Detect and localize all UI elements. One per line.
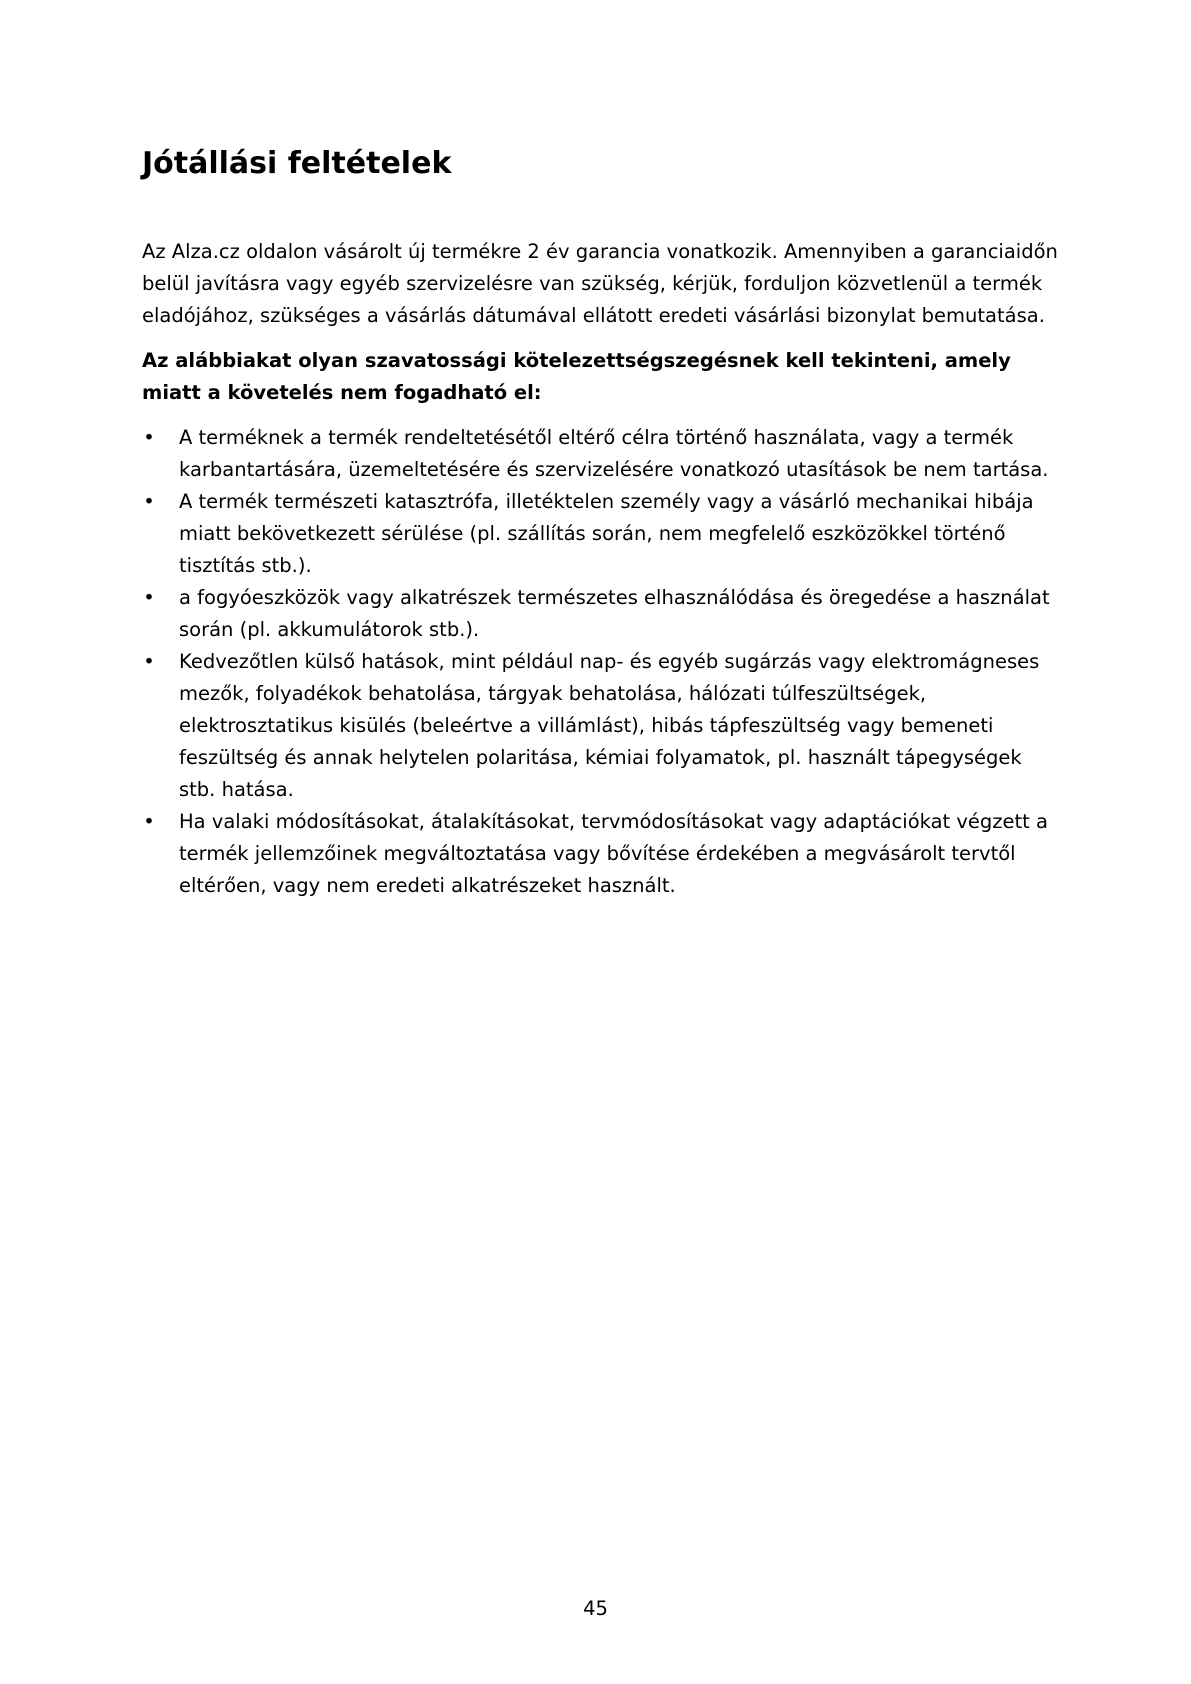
list-item-text: A terméknek a termék rendeltetésétől eltérő célra történő használata, vagy a termék karbantartására, üzemeltetésére és szervizelésére vonatkozó utasítások be nem tartása. [179, 426, 1049, 481]
list-item [142, 806, 1062, 902]
bullet-icon: • [143, 810, 155, 833]
intro-paragraph: Az Alza.cz oldalon vásárolt új termékre 2 év garancia vonatkozik. Amennyiben a garanciaidőn belül javításra vagy egyéb szervizelésre van szükség, kérjük, forduljon közvetlenül a termék eladójához, szükséges a vásárlás dátumával ellátott eredeti vásárlási bizonylat bemutatása. [142, 240, 1058, 327]
document-body [142, 236, 1062, 902]
page-title: Jótállási feltételek [142, 146, 452, 181]
list-item [142, 422, 1062, 486]
bullet-icon: • [143, 650, 155, 673]
bullet-icon: • [143, 426, 155, 449]
bullet-icon: • [143, 490, 155, 513]
exclusions-heading-paragraph: Az alábbiakat olyan szavatossági kötelezettségszegésnek kell tekinteni, amely miatt a követelés nem fogadható el: [142, 349, 1011, 404]
list-item [142, 486, 1062, 582]
list-item-text: Ha valaki módosításokat, átalakításokat, tervmódosításokat vagy adaptációkat végzett a termék jellemzőinek megváltoztatása vagy bővítése érdekében a megvásárolt tervtől eltérően, vagy nem eredeti alkatrészeket használt. [179, 810, 1048, 897]
list-item [142, 582, 1062, 646]
list-item [142, 646, 1062, 806]
bullet-icon: • [143, 586, 155, 609]
list-item-text: A termék természeti katasztrófa, illetéktelen személy vagy a vásárló mechanikai hibája miatt bekövetkezett sérülése (pl. szállítás során, nem megfelelő eszközökkel történő tisztítás stb.). [179, 490, 1034, 577]
list-item-text: Kedvezőtlen külső hatások, mint például nap- és egyéb sugárzás vagy elektromágneses mezők, folyadékok behatolása, tárgyak behatolása, hálózati túlfeszültségek, elektrosztatikus kisülés (beleértve a villámlást), hibás tápfeszültség vagy bemeneti feszültség és annak helytelen polaritása, kémiai folyamatok, pl. használt tápegységek stb. hatása. [179, 650, 1040, 801]
exclusions-list [142, 422, 1062, 902]
list-item-text: a fogyóeszközök vagy alkatrészek természetes elhasználódása és öregedése a használat során (pl. akkumulátorok stb.). [179, 586, 1050, 641]
page-number: 45 [583, 1597, 608, 1620]
